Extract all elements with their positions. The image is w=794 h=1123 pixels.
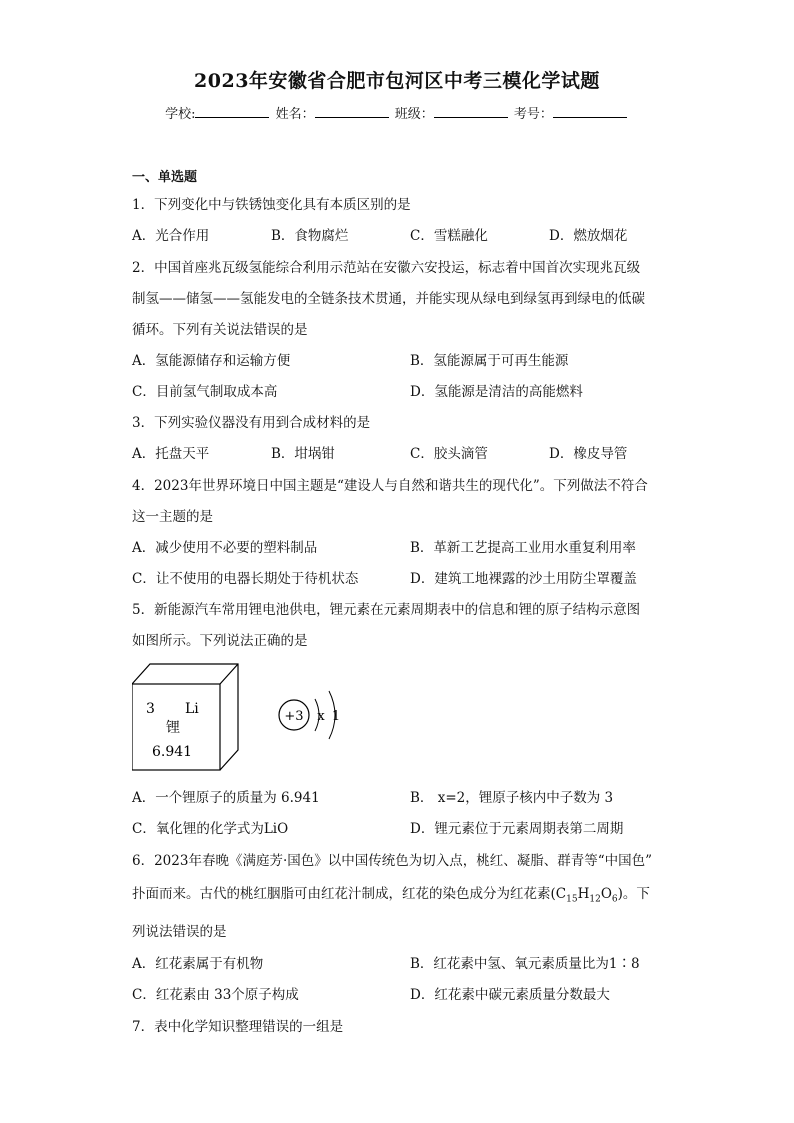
q2-option-d: D．氢能源是清洁的高能燃料 — [410, 384, 583, 400]
page-title: 2023年安徽省合肥市包河区中考三模化学试题 — [194, 70, 600, 92]
q1-option-c: C．雪糕融化 — [410, 228, 488, 244]
lithium-diagram — [132, 662, 372, 772]
formula-carbon-count: 15 — [566, 894, 578, 905]
question-1-stem: 1．下列变化中与铁锈蚀变化具有本质区别的是 — [132, 197, 411, 213]
q5-option-c: C．氧化锂的化学式为LiO — [132, 821, 289, 837]
chemical-formula — [550, 886, 623, 905]
q3-option-b: B．坩埚钳 — [271, 446, 335, 462]
q4-option-d: D．建筑工地裸露的沙土用防尘罩覆盖 — [410, 571, 637, 587]
question-4-stem-line2: 这一主题的是 — [132, 509, 213, 525]
class-label: 班级： — [394, 107, 434, 122]
name-label: 姓名： — [275, 107, 315, 122]
class-blank — [434, 105, 508, 118]
formula-hydrogen: H — [577, 886, 590, 902]
question-6-stem-line1: 6．2023年春晚《满庭芳·国色》以中国传统色为切入点，桃红、凝脂、群青等“中国色” — [132, 853, 653, 869]
q5-option-b: B． x=2，锂原子核内中子数为 3 — [410, 790, 614, 806]
q2-option-b: B．氢能源属于可再生能源 — [410, 353, 569, 369]
q3-option-a: A．托盘天平 — [132, 446, 210, 462]
q4-option-b: B．革新工艺提高工业用水重复利用率 — [410, 540, 636, 556]
q2-option-a: A．氢能源储存和运输方便 — [132, 353, 291, 369]
name-blank — [315, 105, 389, 118]
atomic-structure — [279, 691, 340, 739]
q6-option-b: B．红花素中氢、氧元素质量比为1∶8 — [410, 956, 640, 972]
q6-option-c: C．红花素由 33个原子构成 — [132, 987, 299, 1003]
question-4-stem-line1: 4．2023年世界环境日中国主题是“建设人与自然和谐共生的现代化”。下列做法不符合 — [132, 478, 648, 494]
question-2-stem-line1: 2．中国首座兆瓦级氢能综合利用示范站在安徽六安投运，标志着中国首次实现兆瓦级 — [132, 260, 641, 276]
formula-carbon: C — [555, 886, 567, 902]
number-label: 考号： — [513, 107, 553, 122]
formula-hydrogen-count: 12 — [589, 894, 601, 905]
shell-1-electrons: x — [317, 709, 325, 724]
atomic-mass: 6.941 — [152, 744, 193, 760]
school-blank — [195, 105, 269, 118]
formula-oxygen-count: 6 — [611, 894, 618, 905]
section-heading: 一、单选题 — [132, 170, 198, 185]
q1-option-d: D．燃放烟花 — [549, 228, 628, 244]
student-info-line — [0, 103, 794, 122]
q4-option-a: A．减少使用不必要的塑料制品 — [132, 540, 318, 556]
q3-option-d: D．橡皮导管 — [549, 446, 628, 462]
question-2-stem-line2: 制氢——储氢——氢能发电的全链条技术贯通，并能实现从绿电到绿氢再到绿电的低碳 — [132, 291, 645, 307]
element-symbol: Li — [185, 701, 199, 717]
question-5-stem-line1: 5．新能源汽车常用锂电池供电，锂元素在元素周期表中的信息和锂的原子结构示意图 — [132, 602, 641, 618]
q1-option-a: A．光合作用 — [132, 228, 210, 244]
number-blank — [553, 105, 627, 118]
question-2-stem-line3: 循环。下列有关说法错误的是 — [132, 322, 308, 338]
q6-option-a: A．红花素属于有机物 — [132, 956, 264, 972]
atomic-number: 3 — [146, 701, 155, 717]
q1-option-b: B．食物腐烂 — [271, 228, 349, 244]
element-name: 锂 — [166, 720, 180, 736]
q3-option-c: C．胶头滴管 — [410, 446, 488, 462]
school-label: 学校: — [165, 107, 196, 122]
nucleus-charge: +3 — [284, 709, 304, 724]
question-6-stem-line2 — [132, 882, 662, 905]
q2-option-c: C．目前氢气制取成本高 — [132, 384, 278, 400]
formula-close-paren: ) — [617, 886, 623, 902]
q4-option-c: C．让不使用的电器长期处于待机状态 — [132, 571, 359, 587]
question-5-stem-line2: 如图所示。下列说法正确的是 — [132, 633, 308, 649]
question-7-stem: 7．表中化学知识整理错误的一组是 — [132, 1019, 344, 1035]
q6-stem-text: 扑面而来。古代的桃红胭脂可由红花汁制成，红花的染色成分为红花素 — [132, 886, 551, 902]
shell-2-electrons: 1 — [331, 709, 341, 724]
formula-open-paren: ( — [550, 886, 556, 902]
question-6-stem-line3: 列说法错误的是 — [132, 924, 227, 940]
q5-option-a: A．一个锂原子的质量为 6.941 — [132, 790, 320, 806]
q5-option-d: D．锂元素位于元素周期表第二周期 — [410, 821, 624, 837]
question-3-stem: 3．下列实验仪器没有用到合成材料的是 — [132, 415, 371, 431]
formula-oxygen: O — [600, 886, 612, 902]
q6-stem-text-end: 。下 — [622, 886, 650, 902]
q6-option-d: D．红花素中碳元素质量分数最大 — [410, 987, 610, 1003]
